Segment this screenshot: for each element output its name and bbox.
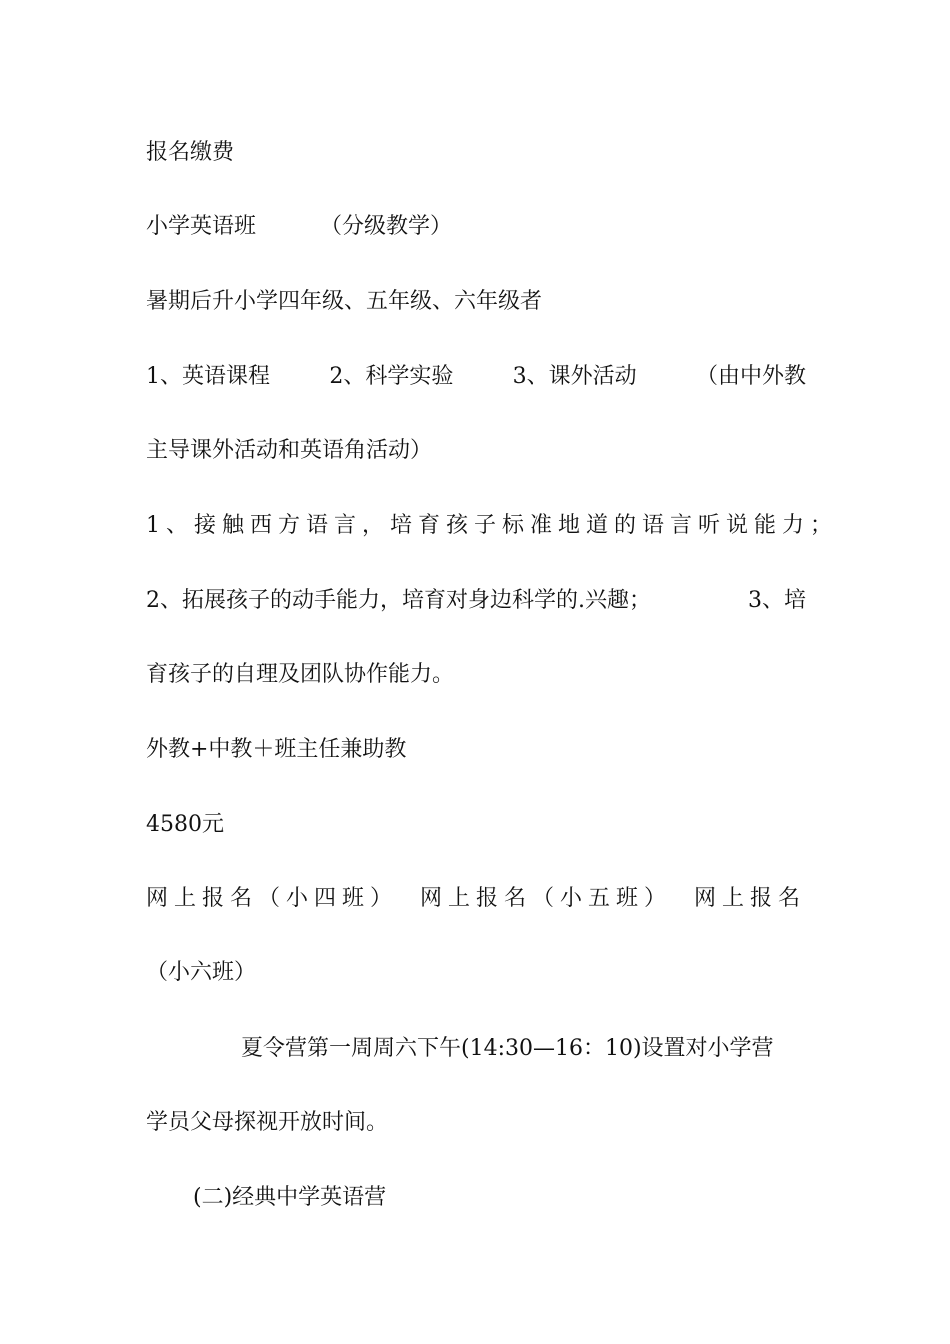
course-content-line <box>146 362 806 392</box>
goal-line-2 <box>146 586 806 616</box>
course-note: （分级教学） <box>320 214 453 239</box>
course-content-continued: 主导课外活动和英语角活动） <box>146 438 433 463</box>
goal-line-3: 育孩子的自理及团队协作能力。 <box>146 662 455 687</box>
goal-item-hands-on: 2、拓展孩子的动手能力，培育对身边科学的.兴趣； <box>146 588 651 613</box>
section-heading: 报名缴费 <box>146 140 235 165</box>
signup-link-grade6[interactable]: 网上报名 <box>693 886 806 911</box>
section-title: (二)经典中学英语营 <box>193 1185 387 1210</box>
visit-line-2: 学员父母探视开放时间。 <box>146 1110 389 1135</box>
content-item-note: （由中外教 <box>695 364 806 389</box>
target-students: 暑期后升小学四年级、五年级、六年级者 <box>146 289 543 314</box>
content-item-activities: 3、课外活动 <box>512 364 637 389</box>
content-item-english: 1、英语课程 <box>146 364 270 389</box>
course-name: 小学英语班 <box>146 214 257 239</box>
teachers-line: 外教+中教＋班主任兼助教 <box>146 737 407 762</box>
goal-item-self-care-start: 3、培 <box>748 588 806 613</box>
signup-link-grade6-suffix[interactable]: （小六班） <box>146 960 257 985</box>
goal-line-1: 1、接触西方语言，培育孩子标准地道的语言听说能力； <box>146 513 838 538</box>
signup-links-line <box>146 884 806 914</box>
content-item-science: 2、科学实验 <box>329 364 454 389</box>
signup-link-grade5[interactable]: 网上报名（小五班） <box>419 886 672 911</box>
price: 4580元 <box>146 812 224 837</box>
course-line <box>146 212 806 242</box>
signup-link-grade4[interactable]: 网上报名（小四班） <box>146 886 399 911</box>
visit-line-1: 夏令营第一周周六下午(14:30—16：10)设置对小学营 <box>241 1036 774 1061</box>
